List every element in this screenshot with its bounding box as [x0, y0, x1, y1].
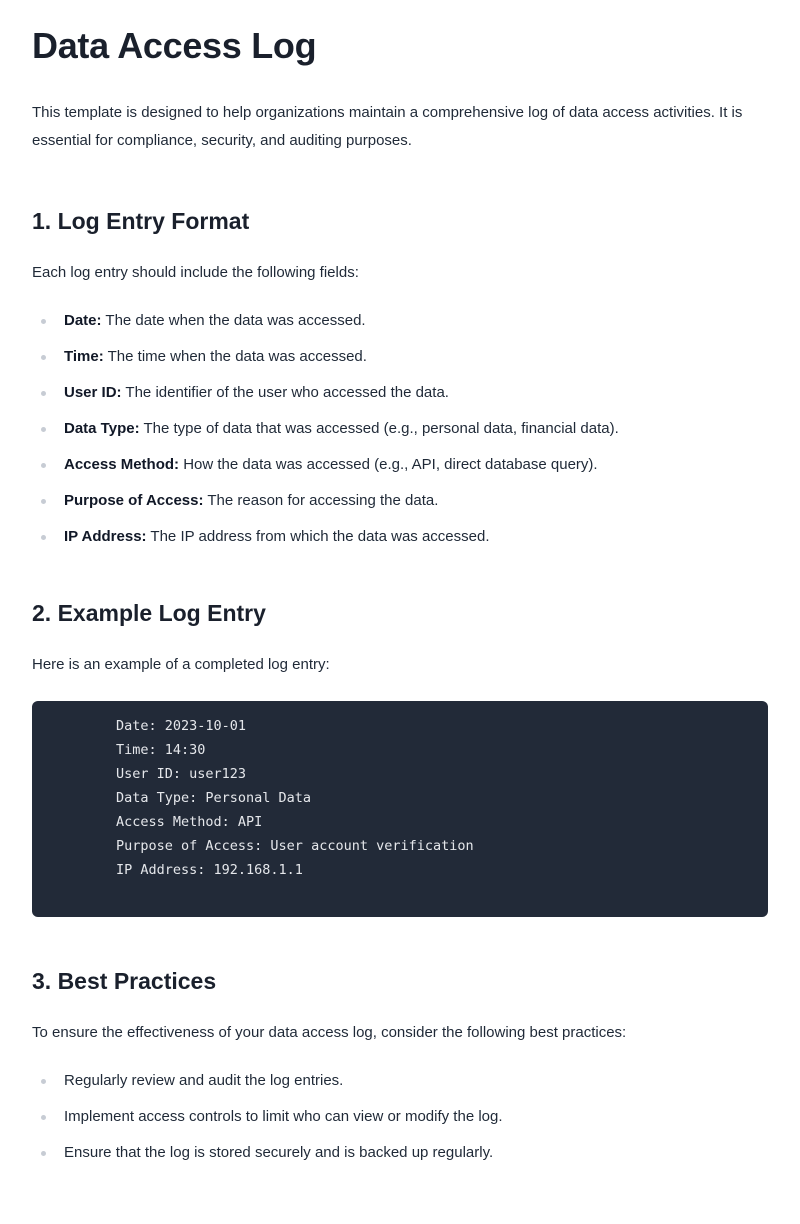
list-item [32, 487, 768, 515]
section-text-log-entry-format: Each log entry should include the following fields: [32, 264, 359, 281]
section-heading-example-log-entry: 2. Example Log Entry [32, 600, 266, 626]
section-text-example-log-entry: Here is an example of a completed log entry: [32, 656, 330, 673]
code-line: Access Method: API [116, 814, 263, 830]
list-item [32, 523, 768, 551]
field-description: How the data was accessed (e.g., API, direct database query). [179, 456, 598, 473]
field-label: User ID: [64, 384, 122, 401]
list-item [32, 415, 768, 443]
code-line: Time: 14:30 [116, 742, 206, 758]
list-item-text: Ensure that the log is stored securely and is backed up regularly. [64, 1144, 494, 1161]
intro-paragraph: This template is designed to help organizations maintain a comprehensive log of data access activities. It is essential for compliance, security, and auditing purposes. [32, 104, 743, 149]
list-item [32, 379, 768, 407]
field-label: Purpose of Access: [64, 492, 204, 509]
section-heading-best-practices: 3. Best Practices [32, 968, 217, 994]
bullet-icon [41, 391, 46, 396]
code-line: Purpose of Access: User account verification [116, 838, 474, 854]
code-line: Date: 2023-10-01 [116, 718, 247, 734]
bullet-icon [41, 1115, 46, 1120]
field-description: The identifier of the user who accessed the data. [121, 384, 449, 401]
field-label: Time: [64, 348, 104, 365]
page-title: Data Access Log [32, 25, 317, 66]
bullet-icon [41, 535, 46, 540]
section-text-best-practices: To ensure the effectiveness of your data access log, consider the following best practices: [32, 1024, 627, 1041]
field-list [32, 307, 768, 551]
list-item [32, 451, 768, 479]
best-practices-list [32, 1067, 768, 1167]
code-line: Data Type: Personal Data [116, 790, 312, 806]
bullet-icon [41, 355, 46, 360]
bullet-icon [41, 499, 46, 504]
list-item-text: Implement access controls to limit who can view or modify the log. [64, 1108, 503, 1125]
field-description: The IP address from which the data was accessed. [146, 528, 490, 545]
field-description: The reason for accessing the data. [203, 492, 439, 509]
list-item [32, 1139, 768, 1167]
list-item-text: Regularly review and audit the log entries. [64, 1072, 344, 1089]
list-item [32, 307, 768, 335]
code-block [32, 701, 768, 917]
field-description: The date when the data was accessed. [101, 312, 366, 329]
field-label: Data Type: [64, 420, 140, 437]
bullet-icon [41, 427, 46, 432]
field-description: The type of data that was accessed (e.g., personal data, financial data). [139, 420, 619, 437]
bullet-icon [41, 319, 46, 324]
bullet-icon [41, 1151, 46, 1156]
field-description: The time when the data was accessed. [103, 348, 367, 365]
section-heading-log-entry-format: 1. Log Entry Format [32, 208, 250, 234]
list-item [32, 343, 768, 371]
bullet-icon [41, 1079, 46, 1084]
field-label: Date: [64, 312, 102, 329]
code-line: User ID: user123 [116, 766, 247, 782]
bullet-icon [41, 463, 46, 468]
list-item [32, 1067, 768, 1095]
code-line: IP Address: 192.168.1.1 [116, 862, 303, 878]
list-item [32, 1103, 768, 1131]
field-label: Access Method: [64, 456, 180, 473]
field-label: IP Address: [64, 528, 147, 545]
